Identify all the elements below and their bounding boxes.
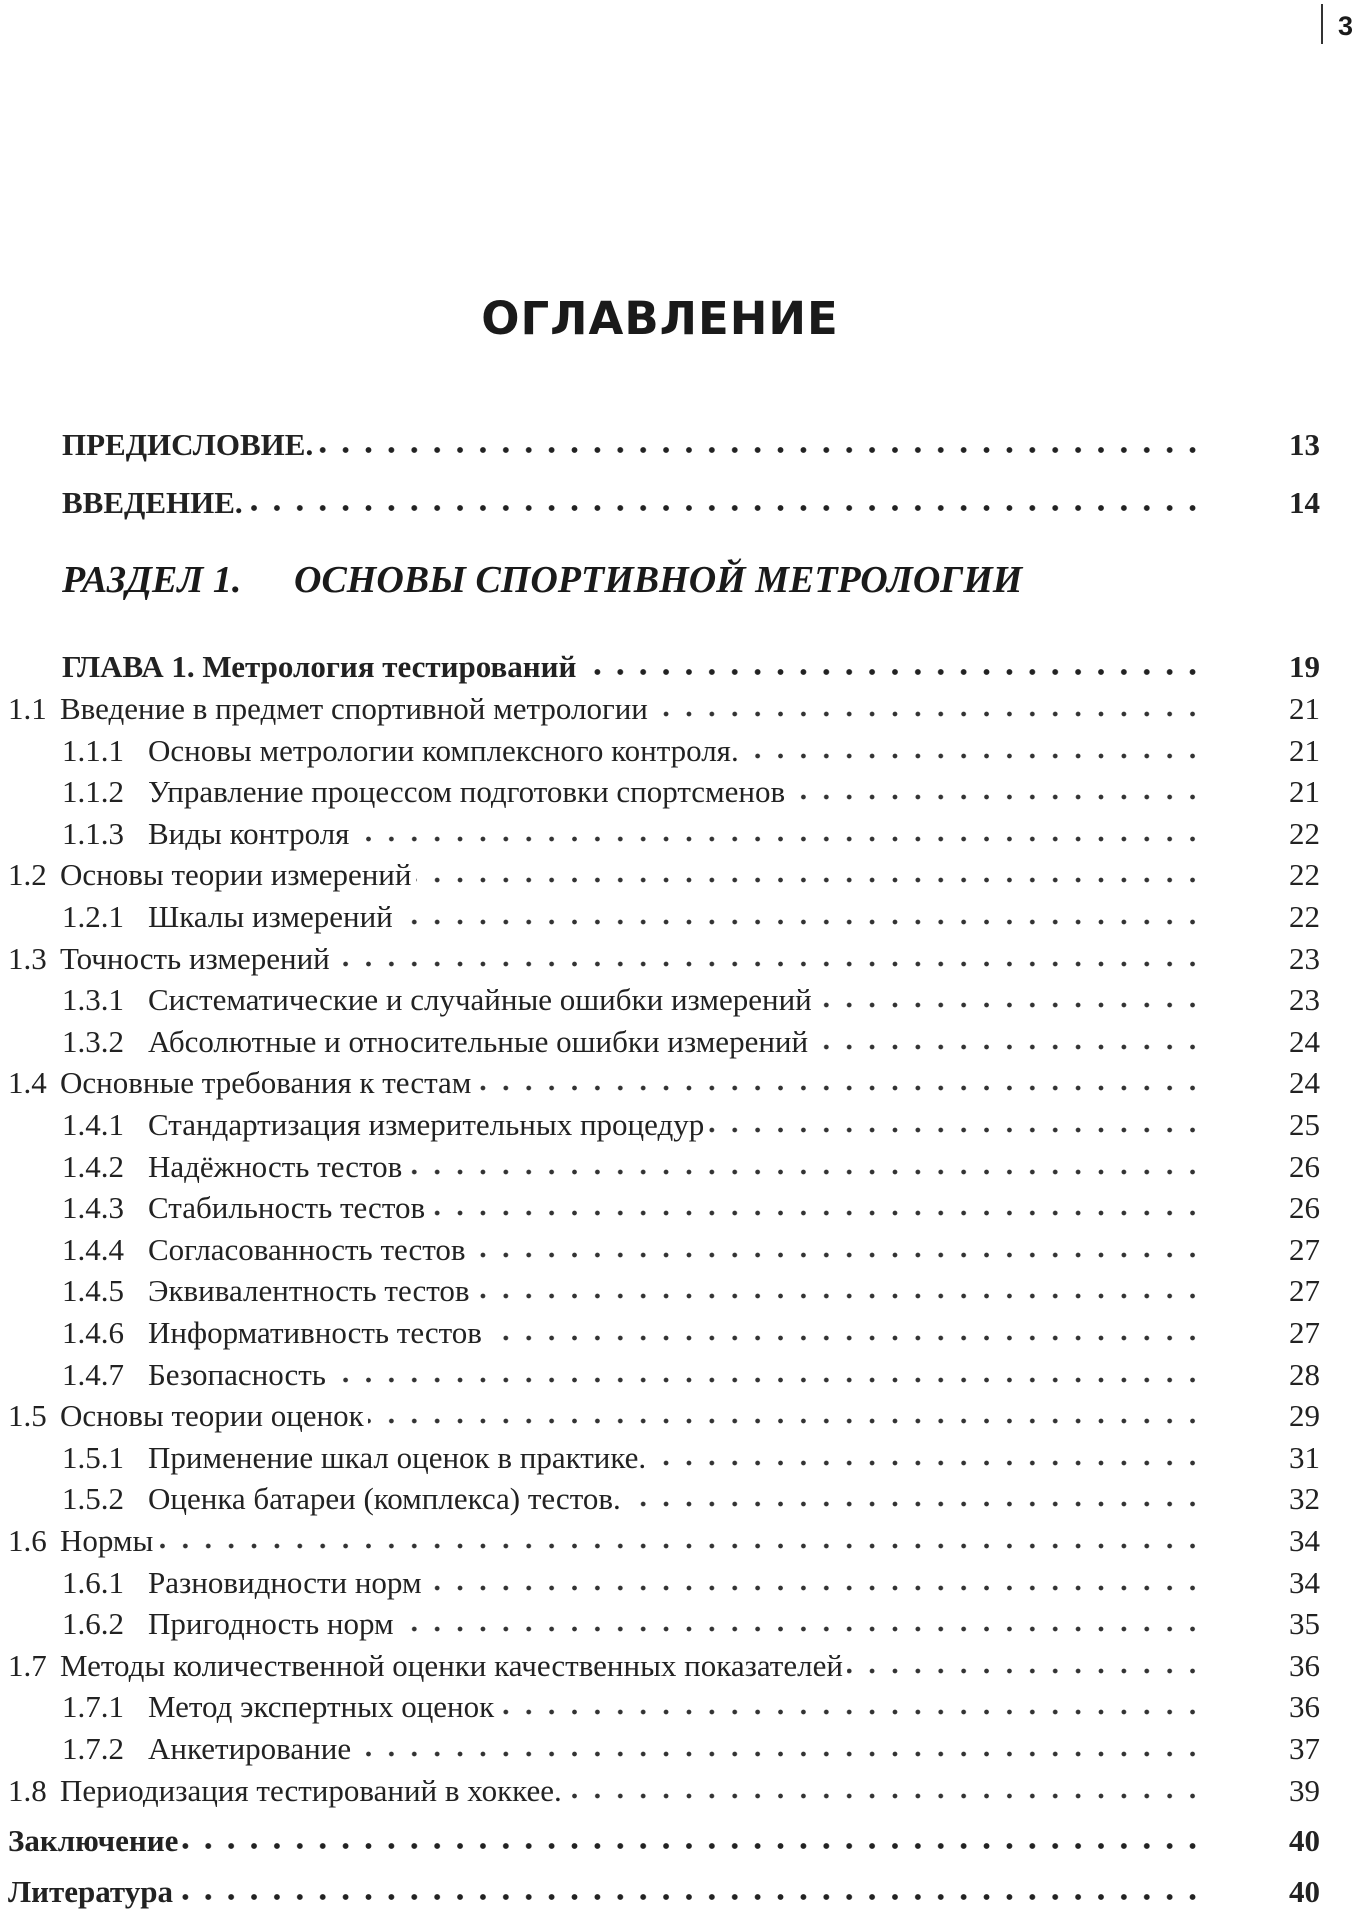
entry-title: Надёжность тестов	[148, 1149, 403, 1184]
dot-leader	[247, 505, 1204, 511]
section-title-text: ОСНОВЫ СПОРТИВНОЙ МЕТРОЛОГИИ	[294, 559, 1023, 601]
toc-subsection-row[interactable]	[0, 1686, 1320, 1728]
toc-subsection-row[interactable]	[0, 1562, 1320, 1604]
entry-number: 1.7	[8, 1648, 47, 1683]
entry-title: Систематические и случайные ошибки измерений	[148, 982, 812, 1017]
toc-subsection-row[interactable]	[0, 1146, 1320, 1188]
entry-text	[62, 1312, 482, 1354]
entry-number: 1.4.5	[62, 1273, 124, 1308]
entry-number: 1.2.1	[62, 899, 124, 934]
dot-leader	[429, 1210, 1204, 1216]
entry-title: Управление процессом подготовки спортсменов	[148, 774, 786, 809]
entry-title: Разновидности норм	[148, 1565, 422, 1600]
entry-text	[8, 1645, 843, 1687]
entry-page: 27	[1289, 1273, 1320, 1308]
entry-text	[62, 1686, 494, 1728]
entry-number: 1.4.4	[62, 1232, 124, 1267]
toc-section-row[interactable]	[0, 1770, 1320, 1812]
entry-title: Стандартизация измерительных процедур	[148, 1107, 705, 1142]
entry-text	[62, 896, 393, 938]
dot-leader	[650, 1460, 1204, 1466]
entry-title: Введение в предмет спортивной метрологии	[60, 691, 648, 726]
section-label: РАЗДЕЛ 1.	[62, 559, 242, 601]
section-heading	[62, 558, 1022, 602]
entry-page: 26	[1289, 1149, 1320, 1184]
toc-title: ОГЛАВЛЕНИЕ	[481, 292, 839, 345]
toc-section-row[interactable]	[0, 1395, 1320, 1437]
entry-page: 39	[1289, 1773, 1320, 1808]
entry-number: 1.5.1	[62, 1440, 124, 1475]
toc-subsection-row[interactable]	[0, 771, 1320, 813]
entry-text	[8, 854, 412, 896]
entry-number: 1.3.1	[62, 982, 124, 1017]
dot-leader	[368, 1418, 1204, 1424]
entry-title: Эквивалентность тестов	[148, 1273, 470, 1308]
entry-number: 1.6.2	[62, 1606, 124, 1641]
entry-number: 1.1.1	[62, 733, 124, 768]
entry-text	[62, 482, 243, 524]
entry-text	[62, 1562, 422, 1604]
entry-text	[62, 1229, 466, 1271]
entry-text	[62, 1104, 704, 1146]
entry-text	[8, 1770, 562, 1812]
entry-title: Информативность тестов	[148, 1315, 482, 1350]
dot-leader	[743, 753, 1204, 759]
entry-number: 1.4.7	[62, 1357, 124, 1392]
entry-number: 1.4	[8, 1065, 47, 1100]
entry-page: 26	[1289, 1190, 1320, 1225]
entry-page: 24	[1289, 1024, 1320, 1059]
entry-page: 21	[1289, 691, 1320, 726]
front-matter-row[interactable]	[0, 424, 1320, 466]
entry-page: 27	[1289, 1315, 1320, 1350]
entry-page: 13	[1289, 427, 1320, 462]
entry-title: Методы количественной оценки качественных показателей	[60, 1648, 843, 1683]
dot-leader	[397, 919, 1204, 925]
dot-leader	[816, 1002, 1204, 1008]
toc-section-row[interactable]	[0, 1520, 1320, 1562]
toc-section-row[interactable]	[0, 854, 1320, 896]
entry-page: 32	[1289, 1481, 1320, 1516]
toc-subsection-row[interactable]	[0, 1021, 1320, 1063]
entry-text	[8, 1871, 173, 1913]
chapter-page: 19	[1289, 649, 1320, 684]
entry-page: 24	[1289, 1065, 1320, 1100]
entry-page: 34	[1289, 1523, 1320, 1558]
entry-number: 1.1.2	[62, 774, 124, 809]
entry-page: 25	[1289, 1107, 1320, 1142]
entry-text	[8, 1062, 471, 1104]
entry-page: 22	[1289, 899, 1320, 934]
toc-subsection-row[interactable]	[0, 896, 1320, 938]
entry-number: 1.4.2	[62, 1149, 124, 1184]
dot-leader	[177, 1894, 1204, 1900]
entry-page: 27	[1289, 1232, 1320, 1267]
dot-leader	[566, 1793, 1204, 1799]
entry-number: 1.2	[8, 857, 47, 892]
back-matter-row[interactable]	[0, 1820, 1320, 1862]
toc-section-row[interactable]	[0, 688, 1320, 730]
entry-text	[8, 938, 330, 980]
page-number: 3	[1321, 4, 1353, 44]
toc-subsection-row[interactable]	[0, 813, 1320, 855]
entry-number: 1.8	[8, 1773, 47, 1808]
entry-text	[8, 1520, 153, 1562]
entry-text	[62, 979, 812, 1021]
entry-text	[62, 1146, 402, 1188]
entry-title: Анкетирование	[148, 1731, 352, 1766]
entry-title: Шкалы измерений	[148, 899, 393, 934]
dot-leader	[406, 1169, 1204, 1175]
entry-page: 35	[1289, 1606, 1320, 1641]
entry-number: 1.1	[8, 691, 47, 726]
entry-number: 1.5.2	[62, 1481, 124, 1516]
entry-text	[62, 730, 739, 772]
toc-section-row[interactable]	[0, 938, 1320, 980]
entry-title: Абсолютные и относительные ошибки измерений	[148, 1024, 809, 1059]
entry-page: 31	[1289, 1440, 1320, 1475]
dot-leader	[426, 1585, 1204, 1591]
toc-subsection-row[interactable]	[0, 1104, 1320, 1146]
toc-subsection-row[interactable]	[0, 1354, 1320, 1396]
toc-subsection-row[interactable]	[0, 1229, 1320, 1271]
dot-leader	[486, 1335, 1204, 1341]
entry-title: Нормы	[60, 1523, 154, 1558]
entry-title: Безопасность	[148, 1357, 326, 1392]
entry-page: 14	[1289, 485, 1320, 520]
entry-text	[62, 424, 313, 466]
chapter-row[interactable]	[0, 646, 1320, 688]
dot-leader	[334, 961, 1204, 967]
entry-page: 36	[1289, 1648, 1320, 1683]
dot-leader	[498, 1709, 1204, 1715]
entry-page: 40	[1289, 1823, 1320, 1858]
toc-section-row[interactable]	[0, 1062, 1320, 1104]
toc-subsection-row[interactable]	[0, 1728, 1320, 1770]
dot-leader	[317, 447, 1204, 453]
entry-label: Заключение	[8, 1823, 179, 1858]
dot-leader	[789, 794, 1204, 800]
entry-page: 23	[1289, 982, 1320, 1017]
entry-page: 37	[1289, 1731, 1320, 1766]
entry-page: 28	[1289, 1357, 1320, 1392]
entry-text	[62, 1354, 326, 1396]
entry-number: 1.3	[8, 941, 47, 976]
dot-leader	[580, 669, 1204, 675]
toc-subsection-row[interactable]	[0, 1478, 1320, 1520]
entry-title: Виды контроля	[148, 816, 350, 851]
entry-title: Оценка батареи (комплекса) тестов.	[148, 1481, 621, 1516]
entry-title: Основы метрологии комплексного контроля.	[148, 733, 739, 768]
entry-number: 1.4.3	[62, 1190, 124, 1225]
entry-number: 1.7.2	[62, 1731, 124, 1766]
entry-title: Применение шкал оценок в практике.	[148, 1440, 647, 1475]
dot-leader	[475, 1085, 1204, 1091]
dot-leader	[182, 1843, 1204, 1849]
entry-title: Основы теории оценок	[60, 1398, 364, 1433]
entry-text	[62, 813, 349, 855]
entry-label: ВВЕДЕНИЕ.	[62, 485, 243, 520]
entry-title: Периодизация тестирований в хоккее.	[60, 1773, 562, 1808]
entry-page: 22	[1289, 857, 1320, 892]
dot-leader	[708, 1127, 1204, 1133]
entry-label: Литература	[8, 1874, 173, 1909]
dot-leader	[353, 836, 1204, 842]
dot-leader	[416, 877, 1204, 883]
entry-page: 21	[1289, 733, 1320, 768]
entry-text	[62, 1478, 621, 1520]
entry-text	[62, 1021, 808, 1063]
entry-title: Согласованность тестов	[148, 1232, 466, 1267]
entry-text	[62, 1187, 425, 1229]
entry-number: 1.7.1	[62, 1689, 124, 1724]
entry-page: 34	[1289, 1565, 1320, 1600]
back-matter-row[interactable]	[0, 1871, 1320, 1913]
toc-subsection-row[interactable]	[0, 1437, 1320, 1479]
entry-text	[8, 1395, 364, 1437]
entry-title: Метод экспертных оценок	[148, 1689, 495, 1724]
entry-title: Основные требования к тестам	[60, 1065, 472, 1100]
dot-leader	[157, 1543, 1204, 1549]
entry-title: Точность измерений	[60, 941, 330, 976]
dot-leader	[355, 1751, 1204, 1757]
entry-label: ПРЕДИСЛОВИЕ.	[62, 427, 314, 462]
toc-subsection-row[interactable]	[0, 979, 1320, 1021]
entry-page: 23	[1289, 941, 1320, 976]
entry-title: Стабильность тестов	[148, 1190, 426, 1225]
entry-text	[62, 1270, 470, 1312]
entry-number: 1.6.1	[62, 1565, 124, 1600]
entry-page: 29	[1289, 1398, 1320, 1433]
front-matter-row[interactable]	[0, 482, 1320, 524]
toc-section-row[interactable]	[0, 1645, 1320, 1687]
dot-leader	[474, 1293, 1204, 1299]
entry-title: Пригодность норм	[148, 1606, 394, 1641]
entry-text	[62, 771, 785, 813]
toc-subsection-row[interactable]	[0, 1312, 1320, 1354]
dot-leader	[812, 1044, 1204, 1050]
entry-number: 1.1.3	[62, 816, 124, 851]
dot-leader	[652, 711, 1204, 717]
entry-number: 1.3.2	[62, 1024, 124, 1059]
entry-number: 1.5	[8, 1398, 47, 1433]
dot-leader	[470, 1252, 1204, 1258]
toc-subsection-row[interactable]	[0, 1270, 1320, 1312]
entry-number: 1.4.6	[62, 1315, 124, 1350]
toc-subsection-row[interactable]	[0, 730, 1320, 772]
entry-text	[62, 1728, 351, 1770]
entry-number: 1.4.1	[62, 1107, 124, 1142]
dot-leader	[847, 1668, 1204, 1674]
entry-number: 1.6	[8, 1523, 47, 1558]
entry-text	[62, 1437, 646, 1479]
entry-text	[62, 1603, 394, 1645]
entry-page: 21	[1289, 774, 1320, 809]
entry-title: Основы теории измерений	[60, 857, 412, 892]
toc-subsection-row[interactable]	[0, 1603, 1320, 1645]
entry-page: 40	[1289, 1874, 1320, 1909]
chapter-label: ГЛАВА 1. Метрология тестирований	[62, 649, 577, 684]
entry-text	[8, 688, 648, 730]
dot-leader	[330, 1377, 1204, 1383]
entry-page: 22	[1289, 816, 1320, 851]
entry-page: 36	[1289, 1689, 1320, 1724]
dot-leader	[625, 1501, 1204, 1507]
entry-text	[8, 1820, 178, 1862]
toc-subsection-row[interactable]	[0, 1187, 1320, 1229]
dot-leader	[398, 1626, 1204, 1632]
